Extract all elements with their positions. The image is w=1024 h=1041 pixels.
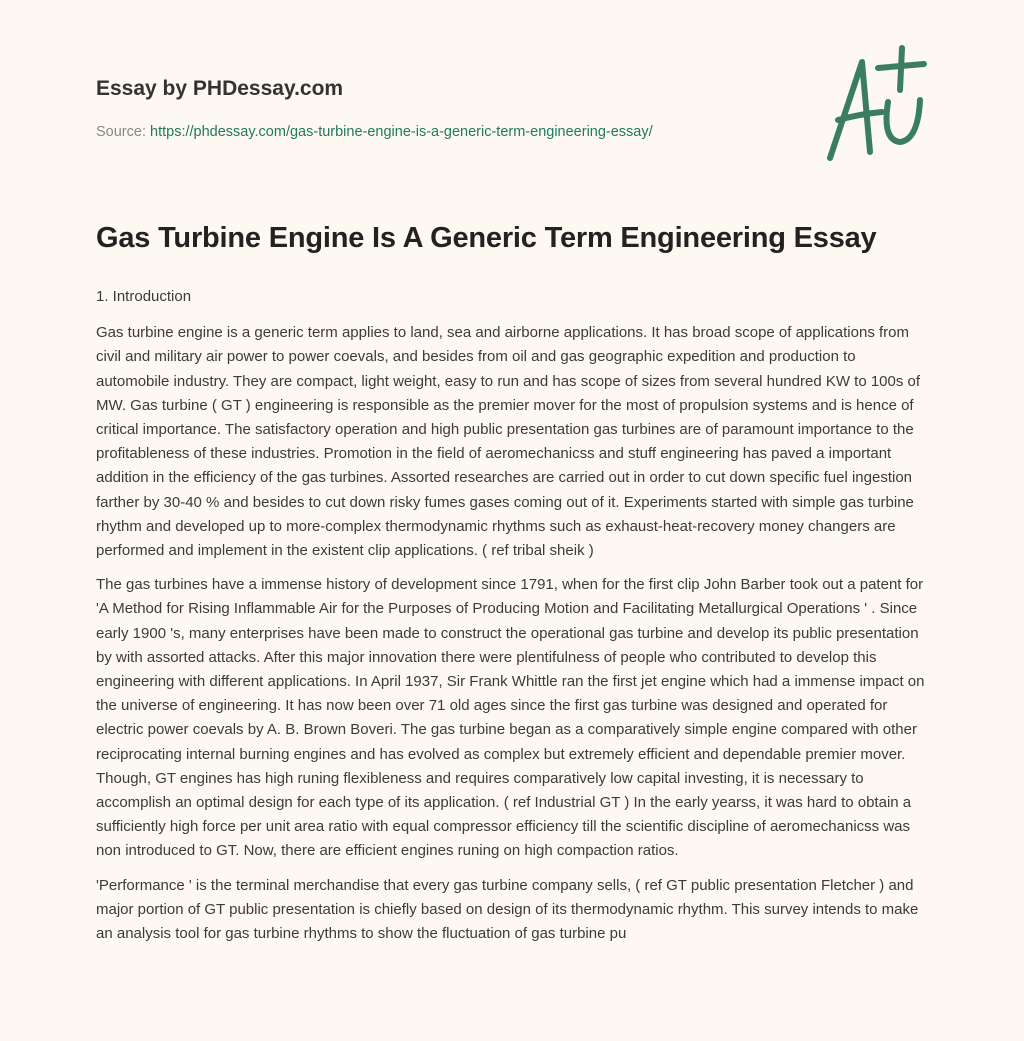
- paragraph: The gas turbines have a immense history of development since 1791, when for the first clip John Barber took out a patent for 'A Method for Rising Inflammable Air for the Purposes of Producing Motion and Facilitating Metallurgical Operations ' . Since early 1900 's, many enterprises have been made to construct the operational gas turbine and develop its public presentation by with assorted attacks. After this major innovation there were plentifulness of people who contributed to develop this engineering with different applications. In April 1937, Sir Frank Whittle ran the first jet engine which had a immense impact on the universe of engineering. It has now been over 71 old ages since the first gas turbine was designed and operated for electric power coevals by A. B. Brown Boveri. The gas turbine began as a comparatively simple engine compared with other reciprocating internal burning engines and has evolved as complex but extremely efficient and dependable premier mover. Though, GT engines has high runing flexibleness and requires comparatively low capital investing, it is necessary to accomplish an optimal design for each type of its application. ( ref Industrial GT ) In the early yearss, it was hard to obtain a sufficiently high force per unit area ratio with equal compressor efficiency till the scientific discipline of aeromechanicss was non introduced to GT. Now, there are efficient engines runing on high compaction ratios.: [96, 576, 925, 860]
- page-title: Gas Turbine Engine Is A Generic Term Engineering Essay: [96, 222, 877, 254]
- a-plus-logo-icon: [820, 40, 930, 165]
- source-label: Source:: [96, 124, 146, 140]
- section-heading: 1. Introduction: [96, 288, 192, 305]
- source-line: [96, 124, 653, 140]
- brand-title: Essay by PHDessay.com: [96, 77, 344, 100]
- paragraph: 'Performance ' is the terminal merchandise that every gas turbine company sells, ( ref GT public presentation Fletcher ) and major portion of GT public presentation is chiefly based on design of its thermodynamic rhythm. This survey intends to make an analysis tool for gas turbine rhythms to show the fluctuation of gas turbine pu: [96, 876, 919, 943]
- source-link[interactable]: https://phdessay.com/gas-turbine-engine-is-a-generic-term-engineering-essay/: [150, 124, 653, 140]
- essay-body: [96, 285, 932, 956]
- paragraph: Gas turbine engine is a generic term applies to land, sea and airborne applications. It has broad scope of applications from civil and military air power to power coevals, and besides from oil and gas geographic expedition and production to automobile industry. They are compact, light weight, easy to run and has scope of sizes from several hundred KW to 100s of MW. Gas turbine ( GT ) engineering is responsible as the premier mover for the most of propulsion systems and is hence of critical importance. The satisfactory operation and high public presentation gas turbines are of paramount importance to the profitableness of these industries. Promotion in the field of aeromechanicss and stuff engineering has paved a important addition in the efficiency of the gas turbines. Assorted researches are carried out in order to cut down specific fuel ingestion farther by 30-40 % and besides to cut down risky fumes gases coming out of it. Experiments started with simple gas turbine rhythm and developed up to more-complex thermodynamic rhythms such as exhaust-heat-recovery money changers are performed and implement in the existent clip applications. ( ref tribal sheik ): [96, 324, 921, 560]
